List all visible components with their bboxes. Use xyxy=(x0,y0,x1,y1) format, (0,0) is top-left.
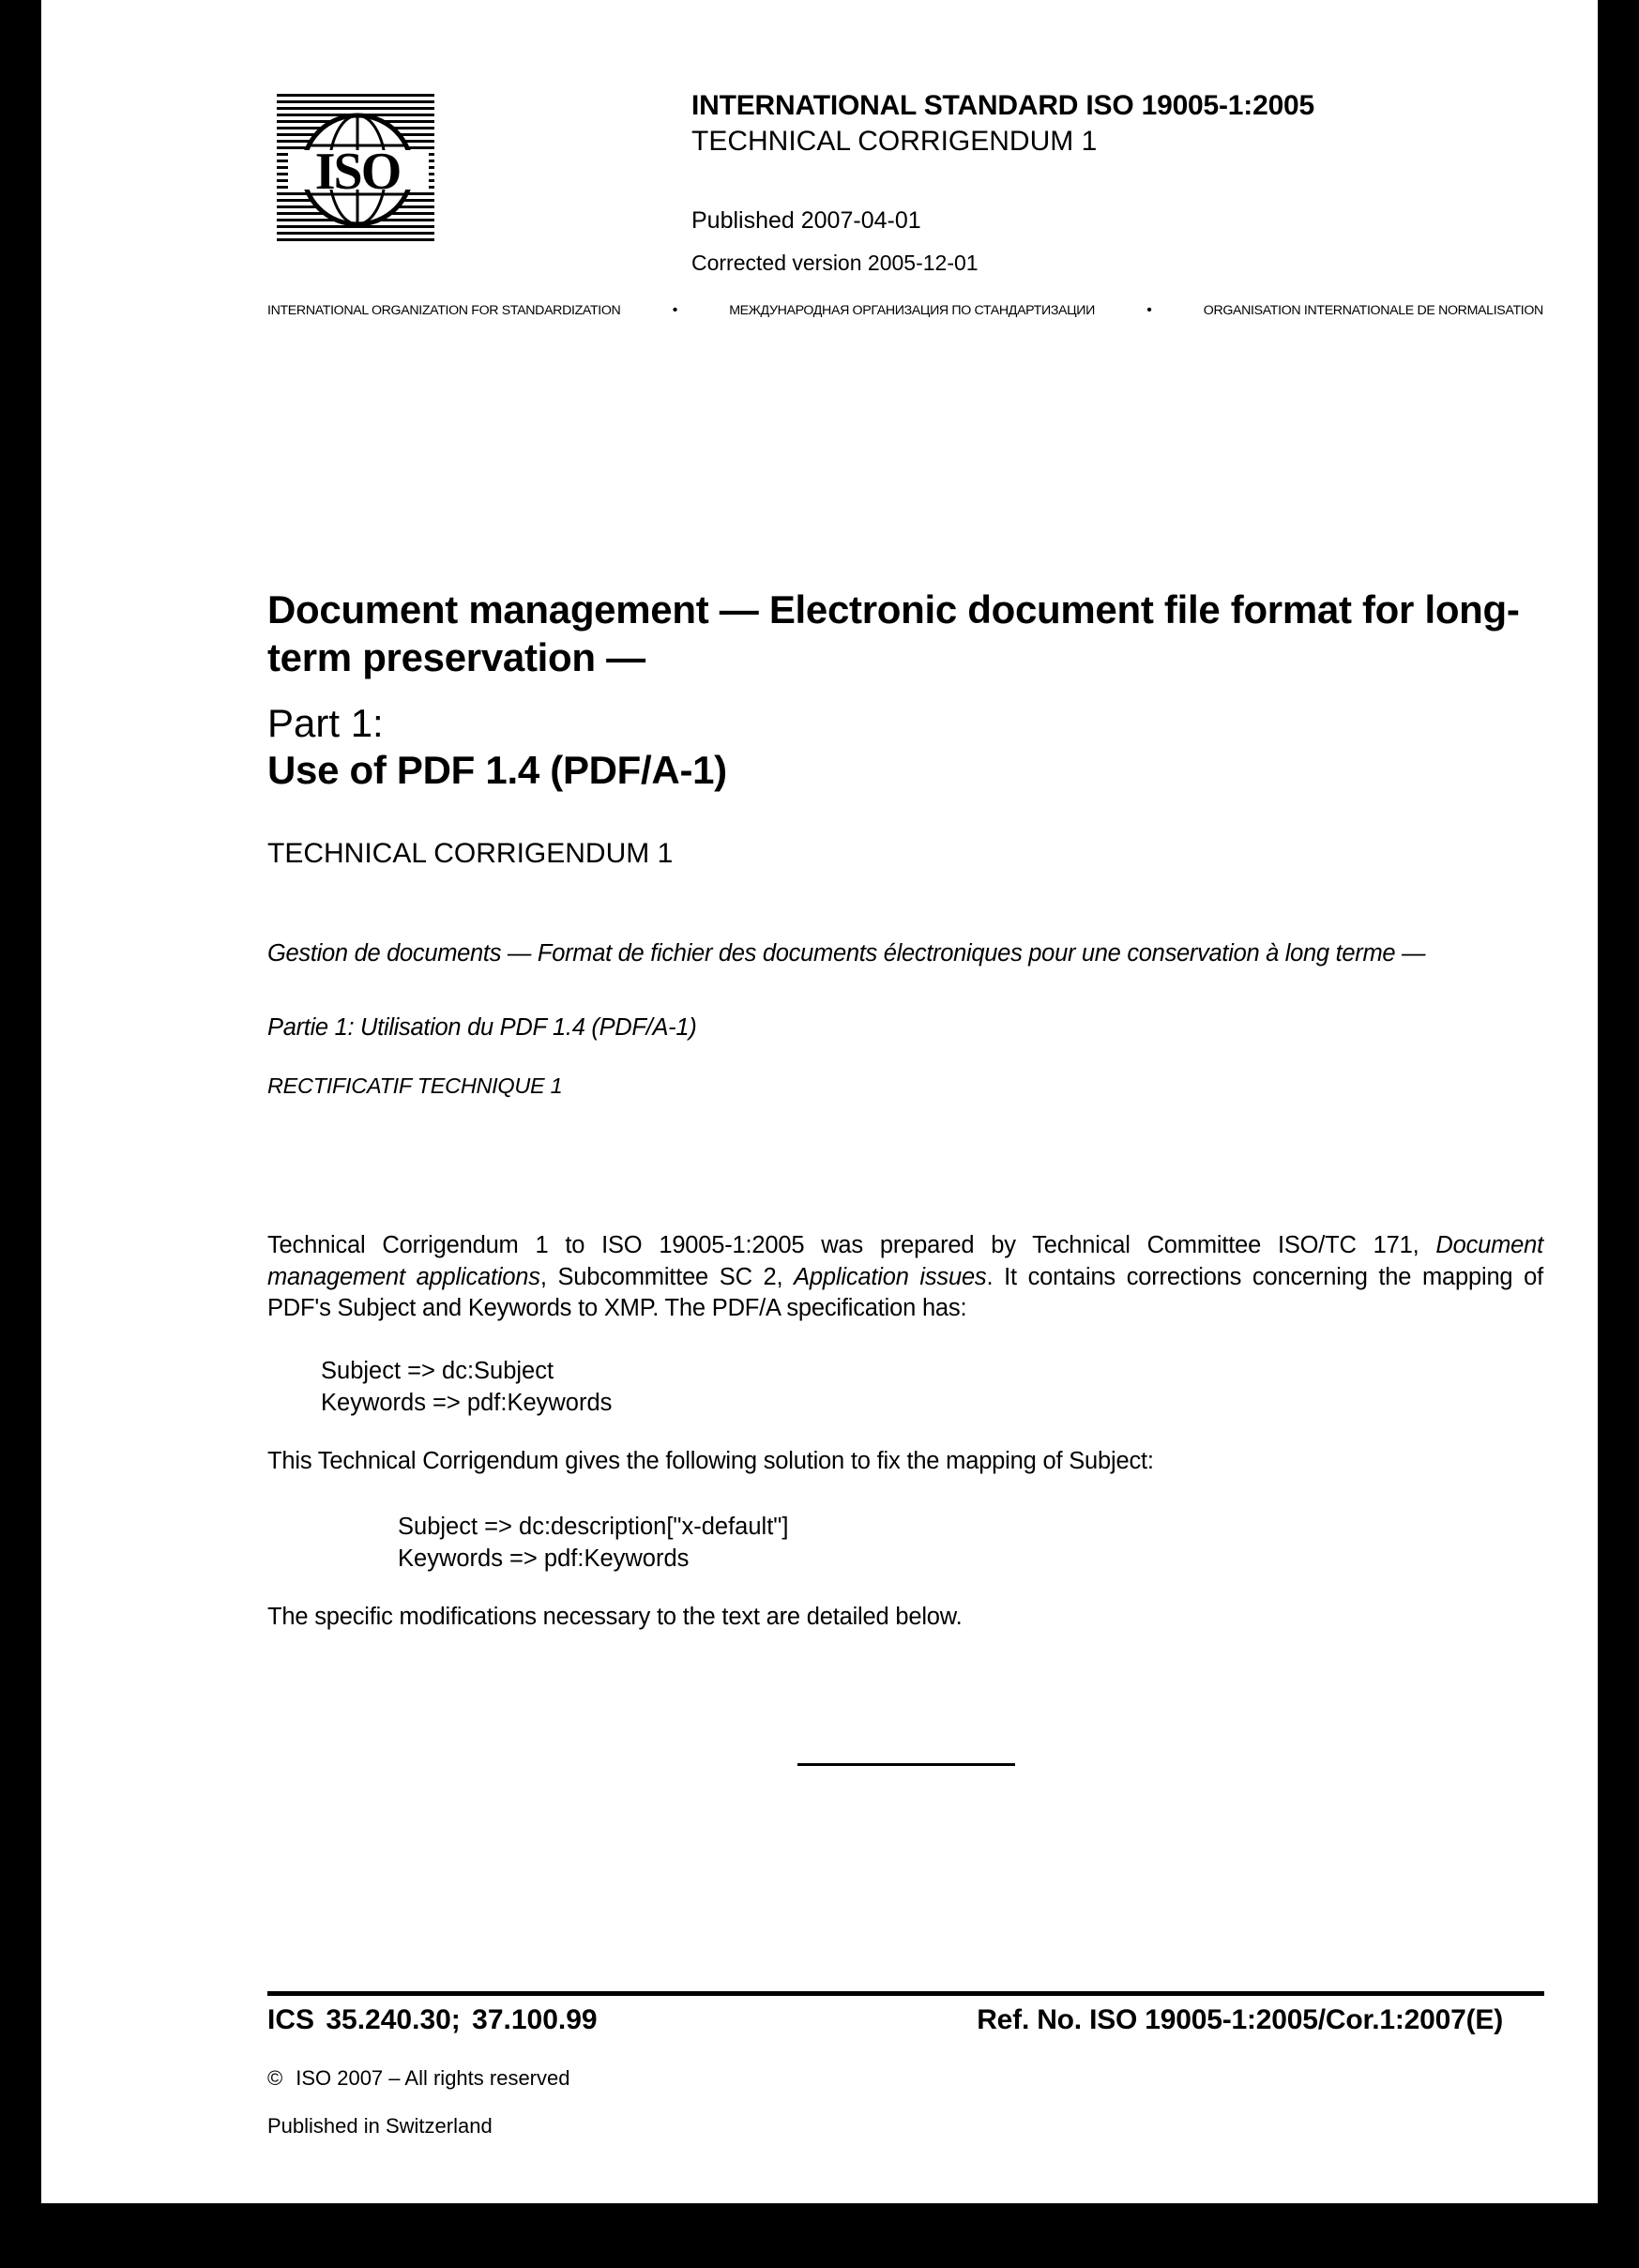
french-title: Gestion de documents — Format de fichier des documents électroniques pour une conservation à long terme — xyxy=(267,940,1426,967)
intro-text: , Subcommittee SC 2, xyxy=(539,1263,795,1290)
intro-text: . It contains corrections concerning the mapping of PDF's Subject and Keywords to XMP. The PDF/A specification has: xyxy=(267,1263,1543,1321)
technical-corrigendum-label: TECHNICAL CORRIGENDUM 1 xyxy=(267,838,674,869)
published-date: Published 2007-04-01 xyxy=(691,207,921,234)
corrected-version: Corrected version 2005-12-01 xyxy=(691,251,979,275)
solution-intro: This Technical Corrigendum gives the following solution to fix the mapping of Subject: xyxy=(267,1448,1154,1474)
org-name-en: INTERNATIONAL ORGANIZATION FOR STANDARDIZATION xyxy=(267,303,621,318)
new-mapping xyxy=(398,1511,788,1575)
org-name-ru: МЕЖДУНАРОДНАЯ ОРГАНИЗАЦИЯ ПО СТАНДАРТИЗАЦИИ xyxy=(729,303,1095,318)
footer-rule xyxy=(267,1991,1544,1996)
original-mapping xyxy=(321,1355,612,1419)
copyright xyxy=(267,2066,569,2091)
bullet-separator: • xyxy=(672,302,677,318)
document-title: Document management — Electronic document file format for long-term preservation — xyxy=(267,587,1520,679)
copyright-text: ISO 2007 – All rights reserved xyxy=(296,2066,570,2090)
iso-logo-icon xyxy=(277,94,434,246)
part-number: Part 1: xyxy=(267,701,384,745)
svg-text:ISO: ISO xyxy=(314,143,401,201)
org-name-fr: ORGANISATION INTERNATIONALE DE NORMALISATION xyxy=(1203,303,1543,318)
published-in: Published in Switzerland xyxy=(267,2114,493,2138)
french-part-title: Partie 1: Utilisation du PDF 1.4 (PDF/A-1) xyxy=(267,1014,697,1041)
section-divider xyxy=(797,1763,1015,1766)
copyright-icon: © xyxy=(267,2066,283,2090)
organization-line xyxy=(267,302,1543,319)
mapping-line: Keywords => pdf:Keywords xyxy=(321,1390,613,1416)
ics-codes: ICS 35.240.30; 37.100.99 xyxy=(267,2004,598,2035)
intro-text: Technical Corrigendum 1 to ISO 19005-1:2005 was prepared by Technical Committee ISO/TC 171, xyxy=(267,1232,1436,1258)
mapping-line: Subject => dc:description["x-default"] xyxy=(398,1514,789,1540)
standard-title: INTERNATIONAL STANDARD ISO 19005-1:2005 xyxy=(691,90,1315,121)
reference-number: Ref. No. ISO 19005-1:2005/Cor.1:2007(E) xyxy=(977,2004,1503,2035)
bullet-separator: • xyxy=(1146,302,1152,318)
document-page xyxy=(41,0,1598,2203)
mapping-line: Subject => dc:Subject xyxy=(321,1358,554,1384)
mapping-line: Keywords => pdf:Keywords xyxy=(398,1545,690,1572)
intro-paragraph xyxy=(267,1230,1543,1325)
committee-name: Document management applications xyxy=(267,1232,1543,1290)
french-corrigendum-label: RECTIFICATIF TECHNIQUE 1 xyxy=(267,1073,563,1098)
corrigendum-label: TECHNICAL CORRIGENDUM 1 xyxy=(691,126,1098,157)
closing-paragraph: The specific modifications necessary to the text are detailed below. xyxy=(267,1604,963,1630)
part-title: Use of PDF 1.4 (PDF/A-1) xyxy=(267,748,727,792)
subcommittee-name: Application issues xyxy=(794,1263,987,1290)
